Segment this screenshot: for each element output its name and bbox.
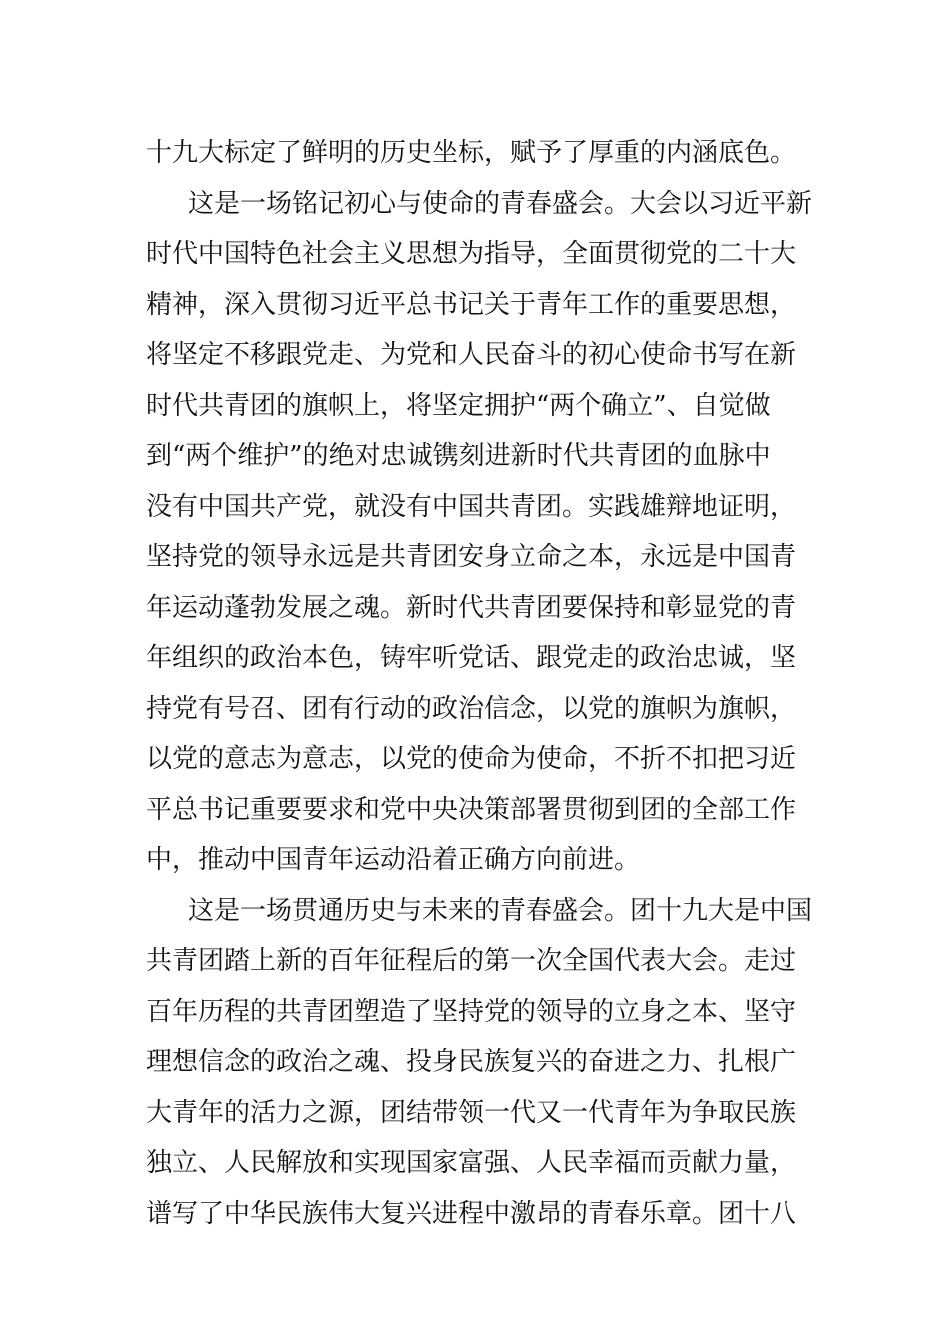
paragraph-start-line: 这是一场贯通历史与未来的青春盛会。团十九大是中国	[188, 895, 813, 926]
text-line: 大青年的活力之源，团结带领一代又一代青年为争取民族	[146, 1097, 797, 1128]
text-line: 百年历程的共青团塑造了坚持党的领导的立身之本、坚守	[146, 996, 797, 1027]
text-line: 年组织的政治本色，铸牢听党话、跟党走的政治忠诚，坚	[146, 643, 797, 673]
text-line: 以党的意志为意志，以党的使命为使命，不折不扣把习近	[146, 744, 797, 774]
text-line: 理想信念的政治之魂、投身民族复兴的奋进之力、扎根广	[146, 1047, 797, 1077]
text-line: 中，推动中国青年运动沿着正确方向前进。	[146, 845, 641, 875]
text-line: 时代共青团的旗帜上，将坚定拥护“两个确立”、自觉做	[146, 390, 771, 421]
text-line: 共青团踏上新的百年征程后的第一次全国代表大会。走过	[146, 946, 797, 976]
body-text	[146, 128, 813, 1239]
text-line: 年运动蓬勃发展之魂。新时代共青团要保持和彰显党的青	[146, 592, 797, 623]
text-line: 持党有号召、团有行动的政治信念，以党的旗帜为旗帜，	[146, 693, 797, 724]
text-line: 坚持党的领导永远是共青团安身立命之本，永远是中国青	[146, 542, 797, 572]
text-line: 没有中国共产党，就没有中国共青团。实践雄辩地证明，	[146, 491, 797, 522]
text-line: 到“两个维护”的绝对忠诚镌刻进新时代共青团的血脉中	[146, 441, 771, 471]
text-line: 精神，深入贯彻习近平总书记关于青年工作的重要思想，	[146, 289, 797, 320]
text-line: 将坚定不移跟党走、为党和人民奋斗的初心使命书写在新	[146, 340, 797, 370]
text-line: 平总书记重要要求和党中央决策部署贯彻到团的全部工作	[146, 794, 797, 825]
text-line: 谱写了中华民族伟大复兴进程中激昂的青春乐章。团十八	[146, 1198, 797, 1229]
text-line: 独立、人民解放和实现国家富强、人民幸福而贡献力量，	[146, 1148, 797, 1178]
text-line: 十九大标定了鲜明的历史坐标，赋予了厚重的内涵底色。	[146, 138, 797, 168]
paragraph-start-line: 这是一场铭记初心与使命的青春盛会。大会以习近平新	[188, 188, 813, 219]
text-line: 时代中国特色社会主义思想为指导，全面贯彻党的二十大	[146, 239, 797, 269]
